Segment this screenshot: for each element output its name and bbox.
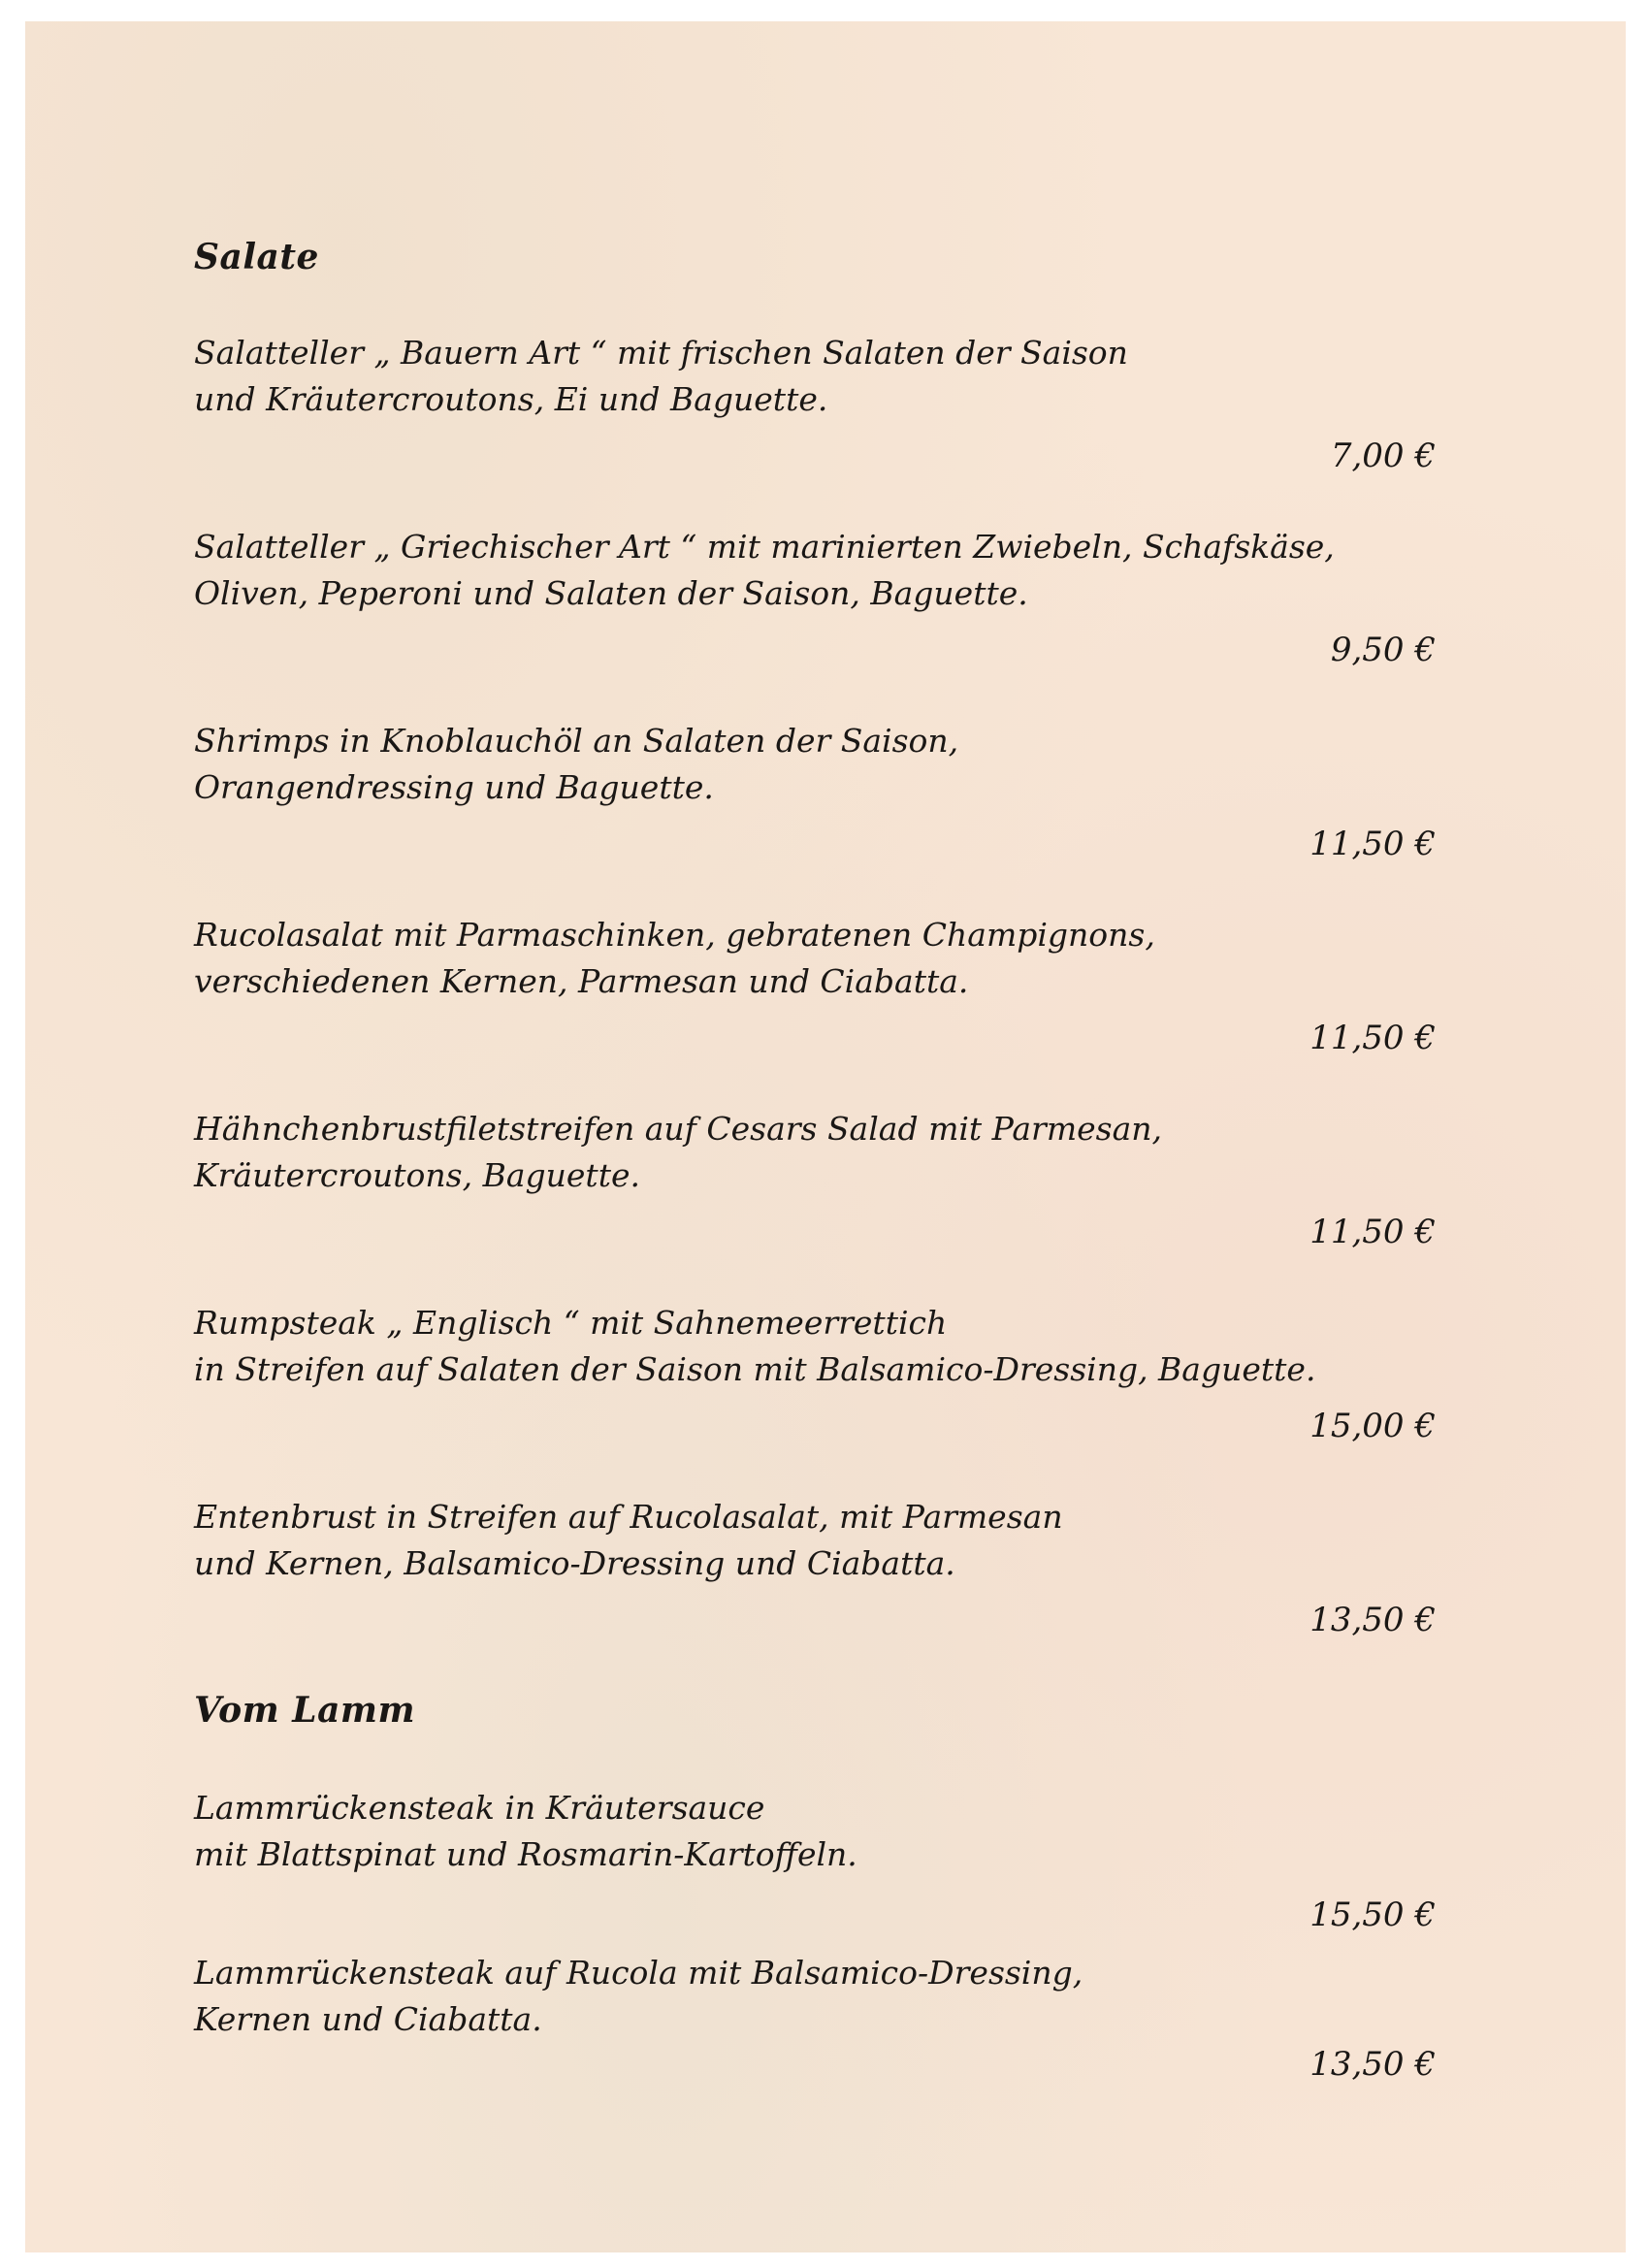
menu-item-line: Oliven, Peperoni und Salaten der Saison, Baguette. — [194, 574, 1028, 612]
menu-item-line: Lammrückensteak auf Rucola mit Balsamico-Dressing, — [194, 1954, 1083, 1992]
menu-item-line: Shrimps in Knoblauchöl an Salaten der Saison, — [194, 722, 959, 760]
menu-item-line: mit Blattspinat und Rosmarin-Kartoffeln. — [194, 1835, 857, 1873]
menu-item-price: 13,50 € — [1310, 1601, 1436, 1639]
menu-item-line: Salatteller „ Griechischer Art “ mit marinierten Zwiebeln, Schafskäse, — [194, 528, 1335, 566]
menu-item-line: Salatteller „ Bauern Art “ mit frischen Salaten der Saison — [194, 334, 1128, 372]
menu-item-text — [194, 524, 1335, 617]
menu-item-price: 7,00 € — [1330, 437, 1436, 475]
menu-item-text — [194, 1785, 857, 1878]
menu-item-price: 13,50 € — [1310, 2045, 1436, 2084]
menu-item-price: 11,50 € — [1310, 1213, 1436, 1251]
menu-item-text — [194, 1494, 1063, 1587]
menu-item-text — [194, 1950, 1083, 2043]
menu-item-line: Hähnchenbrustfiletstreifen auf Cesars Salad mit Parmesan, — [194, 1110, 1163, 1148]
menu-item-line: Kräutercroutons, Baguette. — [194, 1156, 640, 1194]
menu-item-text — [194, 1300, 1315, 1393]
menu-item-line: in Streifen auf Salaten der Saison mit Balsamico-Dressing, Baguette. — [194, 1350, 1316, 1388]
menu-item-text — [194, 1106, 1162, 1199]
menu-item-price: 9,50 € — [1330, 631, 1436, 669]
menu-item-price: 15,50 € — [1310, 1895, 1436, 1934]
menu-item-text — [194, 330, 1128, 423]
menu-item-text — [194, 912, 1155, 1005]
section-title-salate: Salate — [194, 237, 319, 277]
menu-item-line: Lammrückensteak in Kräutersauce — [194, 1789, 765, 1827]
menu-item-line: und Kräutercroutons, Ei und Baguette. — [194, 380, 828, 418]
menu-item-text — [194, 718, 958, 811]
menu-item-line: Kernen und Ciabatta. — [194, 2000, 542, 2038]
menu-item-line: Orangendressing und Baguette. — [194, 768, 714, 806]
menu-item-line: Entenbrust in Streifen auf Rucolasalat, mit Parmesan — [194, 1498, 1063, 1536]
menu-item-price: 15,00 € — [1310, 1407, 1436, 1445]
menu-item-line: und Kernen, Balsamico-Dressing und Ciabatta. — [194, 1544, 955, 1582]
menu-item-line: Rucolasalat mit Parmaschinken, gebratenen Champignons, — [194, 916, 1155, 954]
menu-page — [25, 21, 1626, 2252]
section-title-vom-lamm: Vom Lamm — [194, 1690, 416, 1731]
menu-item-price: 11,50 € — [1310, 1019, 1436, 1057]
menu-item-price: 11,50 € — [1310, 825, 1436, 863]
menu-item-line: Rumpsteak „ Englisch “ mit Sahnemeerrettich — [194, 1304, 948, 1342]
menu-item-line: verschiedenen Kernen, Parmesan und Ciabatta. — [194, 962, 969, 1000]
